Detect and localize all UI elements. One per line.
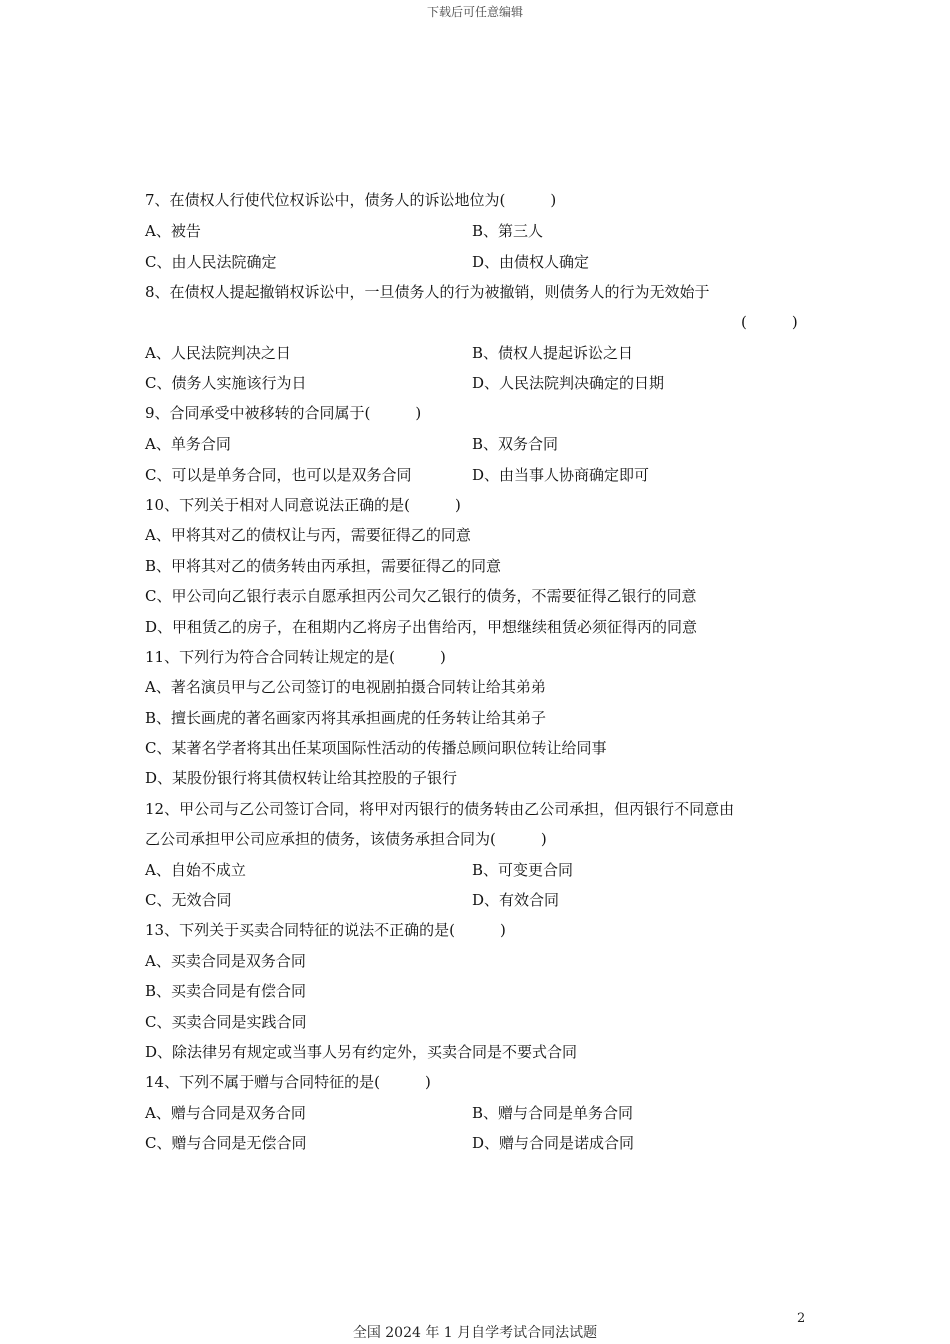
question-12-option-c: C、无效合同 — [145, 891, 232, 909]
page-header: 下载后可任意编辑 — [426, 5, 523, 19]
page-number: 2 — [797, 1311, 806, 1326]
question-11: 11、下列行为符合合同转让规定的是( ) — [145, 648, 446, 666]
question-11-option-a: A、著名演员甲与乙公司签订的电视剧拍摄合同转让给其弟弟 — [145, 678, 546, 696]
question-7-option-a: A、被告 — [145, 222, 201, 240]
question-14-option-a: A、赠与合同是双务合同 — [145, 1104, 306, 1122]
question-14-option-c: C、赠与合同是无偿合同 — [145, 1134, 307, 1152]
question-12-option-b: B、可变更合同 — [472, 861, 574, 879]
question-8-option-b: B、债权人提起诉讼之日 — [472, 344, 634, 362]
question-9-option-b: B、双务合同 — [472, 435, 559, 453]
question-7-option-c: C、由人民法院确定 — [145, 253, 277, 271]
page-footer: 全国 2024 年 1 月自学考试合同法试题 — [352, 1325, 598, 1341]
question-11-option-c: C、某著名学者将其出任某项国际性活动的传播总顾问职位转让给同事 — [145, 739, 607, 757]
question-12: 12、甲公司与乙公司签订合同，将甲对丙银行的债务转由乙公司承担，但丙银行不同意由 — [145, 800, 735, 818]
question-10-option-b: B、甲将其对乙的债务转由丙承担，需要征得乙的同意 — [145, 557, 502, 575]
question-7-option-b: B、第三人 — [472, 222, 544, 240]
question-8-option-c: C、债务人实施该行为日 — [145, 374, 307, 392]
question-12-option-a: A、自始不成立 — [145, 861, 246, 879]
question-8-option-d: D、人民法院判决确定的日期 — [472, 374, 665, 392]
question-10-option-a: A、甲将其对乙的债权让与丙，需要征得乙的同意 — [145, 526, 471, 544]
question-10-option-d: D、甲租赁乙的房子，在租期内乙将房子出售给丙，甲想继续租赁必须征得丙的同意 — [145, 618, 698, 636]
question-10: 10、下列关于相对人同意说法正确的是( ) — [145, 496, 461, 514]
question-12-option-d: D、有效合同 — [472, 891, 560, 909]
question-11-option-d: D、某股份银行将其债权转让给其控股的子银行 — [145, 769, 458, 787]
question-13-option-a: A、买卖合同是双务合同 — [145, 952, 306, 970]
question-14-option-d: D、赠与合同是诺成合同 — [472, 1134, 635, 1152]
question-13-option-b: B、买卖合同是有偿合同 — [145, 982, 307, 1000]
question-9-option-d: D、由当事人协商确定即可 — [472, 466, 650, 484]
question-11-option-b: B、擅长画虎的著名画家丙将其承担画虎的任务转让给其弟子 — [145, 709, 547, 727]
question-14-option-b: B、赠与合同是单务合同 — [472, 1104, 634, 1122]
question-8-option-a: A、人民法院判决之日 — [145, 344, 291, 362]
question-8-answer-blank: ( ) — [741, 313, 798, 331]
question-9: 9、合同承受中被移转的合同属于( ) — [145, 404, 422, 422]
question-13-option-c: C、买卖合同是实践合同 — [145, 1013, 307, 1031]
question-8: 8、在债权人提起撤销权诉讼中，一旦债务人的行为被撤销，则债务人的行为无效始于 — [145, 283, 710, 301]
question-13-option-d: D、除法律另有规定或当事人另有约定外，买卖合同是不要式合同 — [145, 1043, 578, 1061]
question-7: 7、在债权人行使代位权诉讼中，债务人的诉讼地位为( ) — [145, 191, 557, 209]
question-10-option-c: C、甲公司向乙银行表示自愿承担丙公司欠乙银行的债务，不需要征得乙银行的同意 — [145, 587, 697, 605]
question-14: 14、下列不属于赠与合同特征的是( ) — [145, 1073, 431, 1091]
question-9-option-a: A、单务合同 — [145, 435, 231, 453]
question-13: 13、下列关于买卖合同特征的说法不正确的是( ) — [145, 921, 506, 939]
question-9-option-c: C、可以是单务合同，也可以是双务合同 — [145, 466, 412, 484]
question-12-continued: 乙公司承担甲公司应承担的债务，该债务承担合同为( ) — [145, 830, 547, 848]
question-7-option-d: D、由债权人确定 — [472, 253, 590, 271]
